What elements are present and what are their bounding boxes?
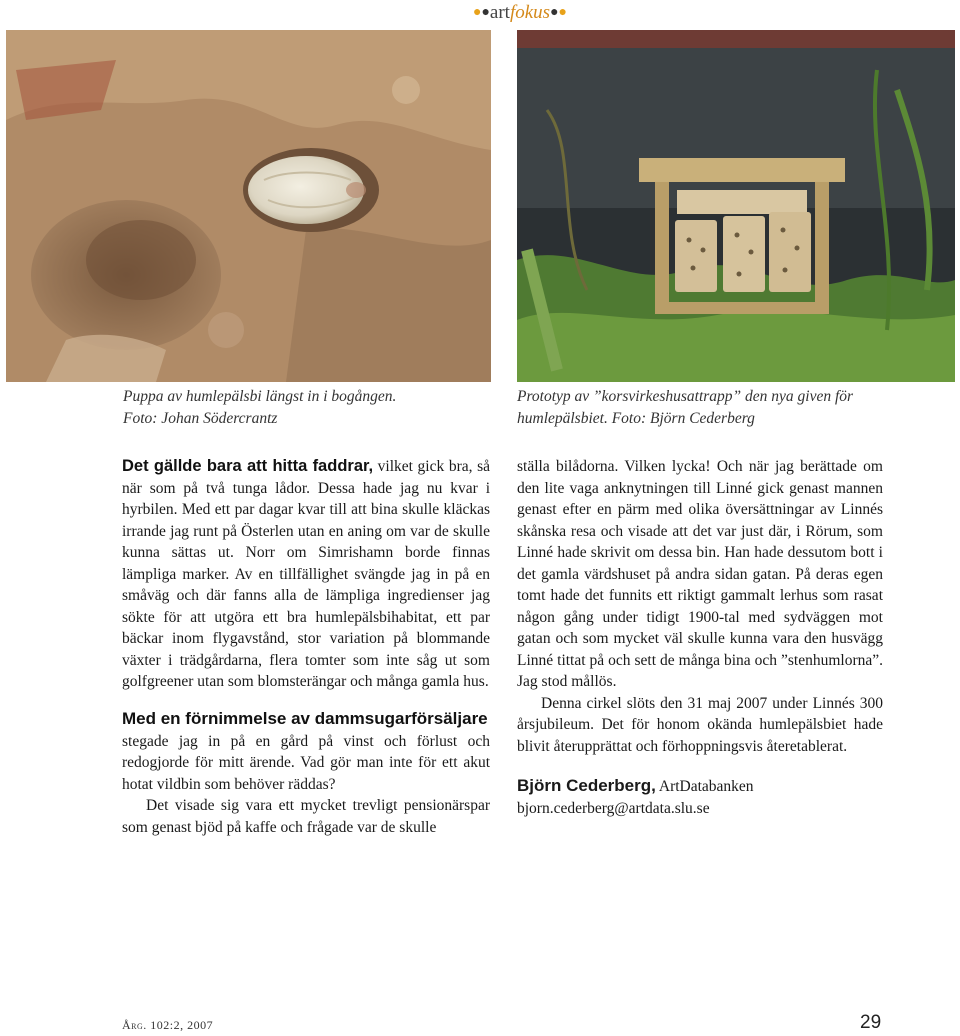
pupa-photo-caption	[123, 386, 483, 430]
article-column-left	[122, 456, 490, 838]
dot-icon: ●	[481, 5, 490, 20]
paragraph: stegade jag in på en gård på vinst och förlust och redogjorde för mitt ärende. Vad gör man inte för ett akut hotat vildbin som behöver räddas?	[122, 732, 490, 793]
bee-house-photo-caption	[517, 386, 947, 430]
issue-info: Årg. 102:2, 2007	[122, 1018, 214, 1032]
page-number: 29	[860, 1012, 882, 1033]
lead-in: Det gällde bara att hitta faddrar,	[122, 457, 374, 475]
paragraph: Denna cirkel slöts den 31 maj 2007 under Linnés 300 årsjubileum. Det för honom okända humlepälsbiet hade blivit återupprättat och förhoppningsvis återetablerat.	[517, 694, 883, 755]
brand-fokus: fokus	[509, 2, 551, 23]
dot-icon: ●	[558, 5, 568, 20]
subheading: Med en förnimmelse av dammsugarförsäljare	[122, 708, 488, 728]
magazine-header	[440, 0, 600, 26]
author-signature	[517, 775, 883, 798]
paragraph	[122, 456, 490, 693]
paragraph-body: vilket gick bra, så när som på två tunga lådor. Dessa hade jag nu kvar i hyrbilen. Med ett par dagar kvar till att bina skulle kläckas irrande jag runt på Österlen utan en aning om var de skulle kunna sättas ut. Norr om Simrishamn borde finnas lämpliga marker. Av en tillfällighet svängde jag in på en småväg och där fanns alla de lämpliga ingredienser jag sökte för att utgöra ett bra humlepälsbihabitat, ett par bäckar inom flygavstånd, stor variation på blommande växter i trädgårdarna, flera tomter som inte såg ut som golfgreener utan som blomsterängar och många gamla hus.	[122, 458, 490, 690]
author-name: Björn Cederberg,	[517, 776, 656, 795]
pupa-photo	[6, 30, 491, 382]
paragraph: ställa bilådorna. Vilken lycka! Och när jag berättade om den lite vaga anknytningen till Linné gick genast mannen genast efter en pärm med olika översättningar av Linnés skånska resa och visade att det var just där, i Rörum, som Linné hade skrivit om dessa bin. Han hade dessutom bott i det gamla värdshuset på andra sidan gatan. På deras egen tomt hade det funnits ett riktigt gammalt lerhus som rasat någon gång under tidigt 1900-tal med sydväggen mot gatan och som mycket väl skulle kunna vara den husvägg Linné tittat på och sett de många bina och ”stenhumlorna”. Jag stod mållös.	[517, 458, 883, 690]
paragraph: Det visade sig vara ett mycket trevligt pensionärspar som genast bjöd på kaffe och frågade var de skulle	[122, 797, 490, 836]
brand-art: art	[489, 2, 510, 23]
author-organisation: ArtDatabanken	[655, 778, 754, 795]
caption-line: Puppa av humlepälsbi längst in i bogången.	[123, 388, 397, 405]
caption-line: Prototyp av ”korsvirkeshusattrapp” den nya given för	[517, 388, 854, 405]
bee-house-illustration	[517, 30, 955, 382]
dot-icon: ●	[472, 5, 482, 20]
bee-house-photo	[517, 30, 955, 382]
pupa-illustration	[6, 30, 491, 382]
photo-credit: Foto: Johan Södercrantz	[123, 410, 278, 427]
caption-line: humlepälsbiet. Foto: Björn Cederberg	[517, 410, 755, 427]
author-email: bjorn.cederberg@artdata.slu.se	[517, 799, 710, 817]
dot-icon: ●	[550, 5, 559, 20]
article-column-right	[517, 456, 883, 819]
